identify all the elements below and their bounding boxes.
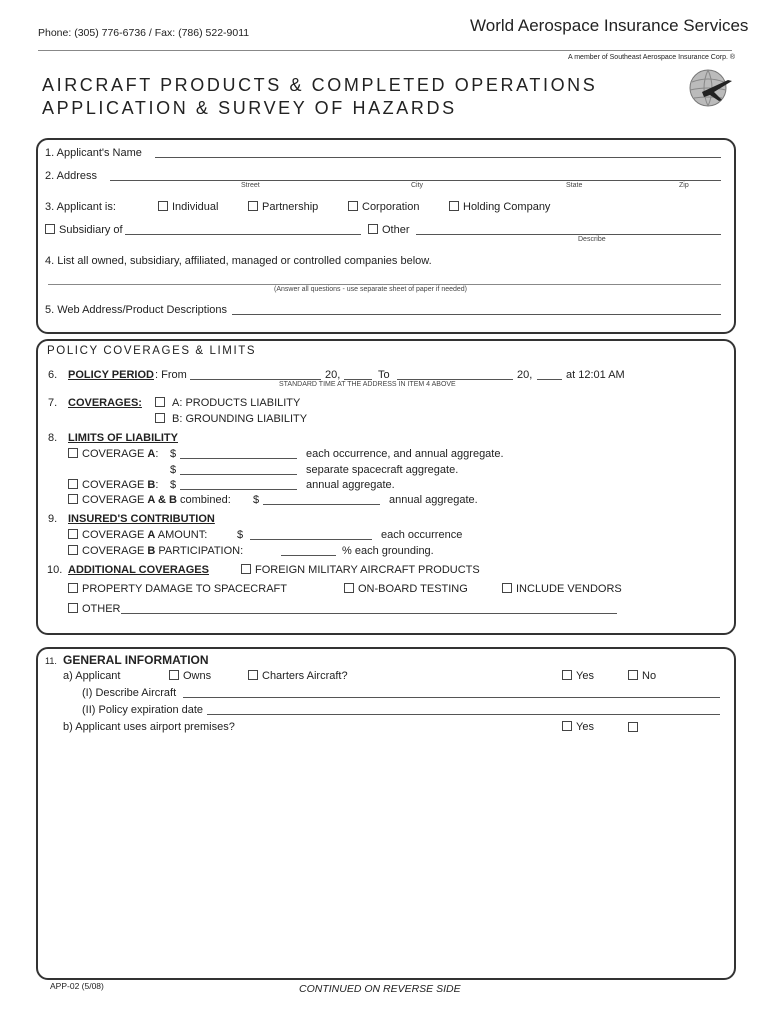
individual-option[interactable]: Individual bbox=[158, 201, 218, 214]
checkbox-icon[interactable] bbox=[68, 603, 78, 613]
limit-coverage-b[interactable]: COVERAGE B: bbox=[68, 479, 158, 492]
property-damage-option[interactable]: PROPERTY DAMAGE TO SPACECRAFT bbox=[68, 583, 287, 596]
policy-time: at 12:01 AM bbox=[566, 369, 625, 381]
checkbox-icon[interactable] bbox=[155, 413, 165, 423]
checkbox-icon[interactable] bbox=[45, 224, 55, 234]
annual-aggregate-text: annual aggregate. bbox=[306, 479, 395, 491]
spacecraft-aggregate-field[interactable] bbox=[180, 474, 297, 475]
include-vendors-option[interactable]: INCLUDE VENDORS bbox=[502, 583, 622, 596]
foreign-military-option[interactable]: FOREIGN MILITARY AIRCRAFT PRODUCTS bbox=[241, 564, 480, 577]
address-field[interactable] bbox=[110, 180, 721, 181]
checkbox-icon[interactable] bbox=[248, 670, 258, 680]
policy-expiration-field[interactable] bbox=[207, 714, 720, 715]
qa-applicant: a) Applicant bbox=[63, 670, 121, 682]
policy-to-label: To bbox=[378, 369, 390, 381]
describe-caption: Describe bbox=[578, 236, 606, 243]
general-information-heading: GENERAL INFORMATION bbox=[63, 653, 209, 667]
member-note: A member of Southeast Aerospace Insurance Corp. ® bbox=[568, 54, 736, 61]
checkbox-icon[interactable] bbox=[502, 583, 512, 593]
limit-b-amount-field[interactable] bbox=[180, 489, 297, 490]
checkbox-icon[interactable] bbox=[449, 201, 459, 211]
globe-airplane-logo bbox=[684, 68, 734, 108]
limit-a-amount-field[interactable] bbox=[180, 458, 297, 459]
checkbox-icon[interactable] bbox=[241, 564, 251, 574]
checkbox-icon[interactable] bbox=[155, 397, 165, 407]
spacecraft-aggregate-text: separate spacecraft aggregate. bbox=[306, 464, 459, 476]
policy-coverages-heading: POLICY COVERAGES & LIMITS bbox=[47, 345, 257, 357]
q11-num: 11. bbox=[45, 656, 57, 666]
web-address-field[interactable] bbox=[232, 314, 721, 315]
dollar-sign: $ bbox=[237, 529, 244, 541]
policy-period-label: POLICY PERIOD bbox=[68, 369, 154, 381]
corporation-option[interactable]: Corporation bbox=[348, 201, 419, 214]
charters-option[interactable]: Charters Aircraft? bbox=[248, 670, 348, 683]
checkbox-icon[interactable] bbox=[68, 494, 78, 504]
title-line-1: AIRCRAFT PRODUCTS & COMPLETED OPERATIONS bbox=[42, 75, 598, 95]
dollar-sign: $ bbox=[170, 448, 177, 460]
city-caption: City bbox=[411, 182, 424, 189]
policy-expiration-label: (II) Policy expiration date bbox=[82, 704, 204, 716]
policy-20-b: 20, bbox=[517, 369, 533, 381]
checkbox-icon[interactable] bbox=[344, 583, 354, 593]
contribution-a-amount-field[interactable] bbox=[250, 539, 372, 540]
policy-20-a: 20, bbox=[325, 369, 341, 381]
contribution-each-occurrence: each occurrence bbox=[381, 529, 463, 541]
checkbox-icon[interactable] bbox=[68, 479, 78, 489]
checkbox-icon[interactable] bbox=[158, 201, 168, 211]
q3-label: 3. Applicant is: bbox=[45, 201, 116, 213]
other-coverage-field[interactable] bbox=[121, 613, 617, 614]
limits-label: LIMITS OF LIABILITY bbox=[68, 432, 178, 444]
partnership-option[interactable]: Partnership bbox=[248, 201, 318, 214]
companies-field[interactable] bbox=[48, 284, 721, 285]
checkbox-icon[interactable] bbox=[169, 670, 179, 680]
q9-num: 9. bbox=[48, 513, 58, 525]
other-option[interactable]: Other bbox=[368, 224, 410, 237]
company-name: World Aerospace Insurance Services bbox=[470, 16, 749, 35]
other-describe-field[interactable] bbox=[416, 234, 721, 235]
yes-option-1[interactable]: Yes bbox=[562, 670, 594, 683]
other-coverage-option[interactable]: OTHER bbox=[68, 603, 121, 616]
zip-caption: Zip bbox=[679, 182, 689, 189]
standard-time-note: STANDARD TIME AT THE ADDRESS IN ITEM 4 ABOVE bbox=[279, 381, 456, 388]
checkbox-icon[interactable] bbox=[628, 722, 638, 732]
street-caption: Street bbox=[241, 182, 260, 189]
header-rule bbox=[38, 50, 732, 51]
phone-fax: Phone: (305) 776-6736 / Fax: (786) 522-9011 bbox=[38, 27, 250, 39]
limit-ab-amount-field[interactable] bbox=[263, 504, 380, 505]
coverages-label: COVERAGES: bbox=[68, 397, 142, 409]
q8-num: 8. bbox=[48, 432, 58, 444]
policy-from-field[interactable] bbox=[190, 379, 321, 380]
dollar-sign: $ bbox=[253, 494, 260, 506]
policy-from-year-field[interactable] bbox=[344, 379, 372, 380]
policy-to-year-field[interactable] bbox=[537, 379, 562, 380]
insured-contribution-label: INSURED'S CONTRIBUTION bbox=[68, 513, 215, 525]
no-option-1[interactable]: No bbox=[628, 670, 656, 683]
checkbox-icon[interactable] bbox=[562, 670, 572, 680]
checkbox-icon[interactable] bbox=[68, 583, 78, 593]
checkbox-icon[interactable] bbox=[348, 201, 358, 211]
title-line-2: APPLICATION & SURVEY OF HAZARDS bbox=[42, 98, 457, 118]
owns-option[interactable]: Owns bbox=[169, 670, 211, 683]
q2-label: 2. Address bbox=[45, 170, 97, 182]
participation-percent-field[interactable] bbox=[281, 555, 336, 556]
form-id: APP-02 (5/08) bbox=[50, 981, 104, 991]
checkbox-icon[interactable] bbox=[628, 670, 638, 680]
additional-coverages-label: ADDITIONAL COVERAGES bbox=[68, 564, 209, 576]
limit-coverage-ab[interactable]: COVERAGE A & B combined: bbox=[68, 494, 231, 507]
qb-airport-premises: b) Applicant uses airport premises? bbox=[63, 721, 235, 733]
describe-aircraft-label: (I) Describe Aircraft bbox=[82, 687, 177, 699]
each-grounding-text: % each grounding. bbox=[342, 545, 434, 557]
continued-note: CONTINUED ON REVERSE SIDE bbox=[299, 983, 461, 995]
q4-note: (Answer all questions - use separate sheet of paper if needed) bbox=[274, 286, 468, 293]
coverage-a-option[interactable]: A: PRODUCTS LIABILITY bbox=[155, 397, 300, 410]
checkbox-icon[interactable] bbox=[68, 448, 78, 458]
contribution-coverage-a[interactable]: COVERAGE A AMOUNT: bbox=[68, 529, 207, 542]
holding-company-option[interactable]: Holding Company bbox=[449, 201, 550, 214]
dollar-sign: $ bbox=[170, 464, 177, 476]
checkbox-icon[interactable] bbox=[562, 721, 572, 731]
applicant-name-field[interactable] bbox=[155, 157, 721, 158]
policy-from-label: : From bbox=[155, 369, 187, 381]
annual-aggregate-text-2: annual aggregate. bbox=[389, 494, 478, 506]
policy-to-field[interactable] bbox=[397, 379, 513, 380]
dollar-sign: $ bbox=[170, 479, 177, 491]
q4-label: 4. List all owned, subsidiary, affiliated, managed or controlled companies below. bbox=[45, 255, 432, 267]
yes-option-2[interactable]: Yes bbox=[562, 721, 594, 734]
subsidiary-option[interactable]: Subsidiary of bbox=[45, 224, 123, 237]
describe-aircraft-field[interactable] bbox=[183, 697, 720, 698]
q6-num: 6. bbox=[48, 369, 58, 381]
coverage-b-option[interactable]: B: GROUNDING LIABILITY bbox=[155, 413, 307, 426]
state-caption: State bbox=[566, 182, 583, 189]
checkbox-icon[interactable] bbox=[68, 529, 78, 539]
subsidiary-field[interactable] bbox=[125, 234, 361, 235]
q7-num: 7. bbox=[48, 397, 58, 409]
contribution-coverage-b[interactable]: COVERAGE B PARTICIPATION: bbox=[68, 545, 243, 558]
q1-label: 1. Applicant's Name bbox=[45, 147, 142, 159]
checkbox-icon[interactable] bbox=[248, 201, 258, 211]
checkbox-icon[interactable] bbox=[368, 224, 378, 234]
onboard-testing-option[interactable]: ON-BOARD TESTING bbox=[344, 583, 468, 596]
each-occurrence-text: each occurrence, and annual aggregate. bbox=[306, 448, 504, 460]
q5-label: 5. Web Address/Product Descriptions bbox=[45, 304, 227, 316]
q10-num: 10. bbox=[47, 564, 63, 576]
checkbox-icon[interactable] bbox=[68, 545, 78, 555]
limit-coverage-a[interactable]: COVERAGE A: bbox=[68, 448, 158, 461]
